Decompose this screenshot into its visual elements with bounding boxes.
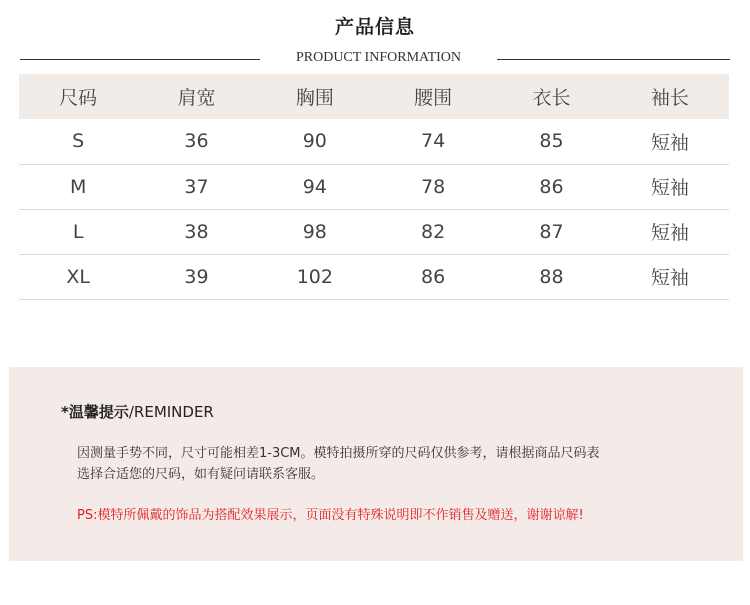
table-cell: 短袖 (650, 222, 689, 244)
table-row (19, 164, 729, 209)
size-table (19, 74, 729, 300)
divider-left (20, 59, 260, 60)
reminder-box (9, 367, 743, 561)
table-cell: 94 (302, 175, 327, 198)
page-title-en: PRODUCT INFORMATION (295, 50, 462, 65)
table-cell: 74 (421, 130, 446, 153)
header-chest: 胸围 (295, 87, 334, 109)
header-shoulder: 肩宽 (177, 87, 216, 109)
page-title-cn: 产品信息 (334, 16, 415, 38)
divider-right (497, 59, 730, 60)
header-waist: 腰围 (414, 87, 453, 109)
reminder-body (77, 443, 697, 485)
table-cell: S (72, 130, 85, 153)
table-cell: 38 (184, 220, 209, 243)
table-cell: 87 (539, 220, 564, 243)
table-cell: 85 (539, 130, 564, 153)
table-cell: L (72, 220, 84, 243)
table-cell: 短袖 (650, 177, 689, 199)
table-cell: 86 (539, 175, 564, 198)
table-cell: 82 (421, 220, 446, 243)
table-cell: 36 (184, 130, 209, 153)
header-length: 衣长 (532, 87, 571, 109)
table-cell: 86 (421, 265, 446, 288)
table-cell: 102 (296, 265, 333, 288)
reminder-ps: PS:模特所佩戴的饰品为搭配效果展示，页面没有特殊说明即不作销售及赠送，谢谢谅解! (77, 508, 584, 523)
table-header-row (19, 74, 729, 119)
reminder-line-1: 因测量手势不同，尺寸可能相差1-3CM。模特拍摄所穿的尺码仅供参考，请根据商品尺码表 (77, 446, 600, 461)
table-cell: 37 (184, 175, 209, 198)
table-cell: 短袖 (650, 267, 689, 289)
reminder-title-en: /REMINDER (128, 403, 214, 421)
header-size: 尺码 (59, 87, 98, 109)
table-row (19, 209, 729, 254)
reminder-line-2: 选择合适您的尺码，如有疑问请联系客服。 (77, 467, 325, 482)
table-cell: 78 (421, 175, 446, 198)
table-cell: XL (66, 265, 90, 288)
reminder-title (61, 401, 214, 422)
table-cell: 39 (184, 265, 209, 288)
table-row (19, 119, 729, 164)
table-cell: 98 (302, 220, 327, 243)
table-cell: 90 (302, 130, 327, 153)
table-cell: 88 (539, 265, 564, 288)
table-row (19, 254, 729, 299)
table-cell: 短袖 (650, 131, 689, 154)
reminder-title-cn: *温馨提示 (61, 403, 129, 421)
header-sleeve: 袖长 (650, 87, 689, 109)
table-cell: M (69, 175, 87, 198)
